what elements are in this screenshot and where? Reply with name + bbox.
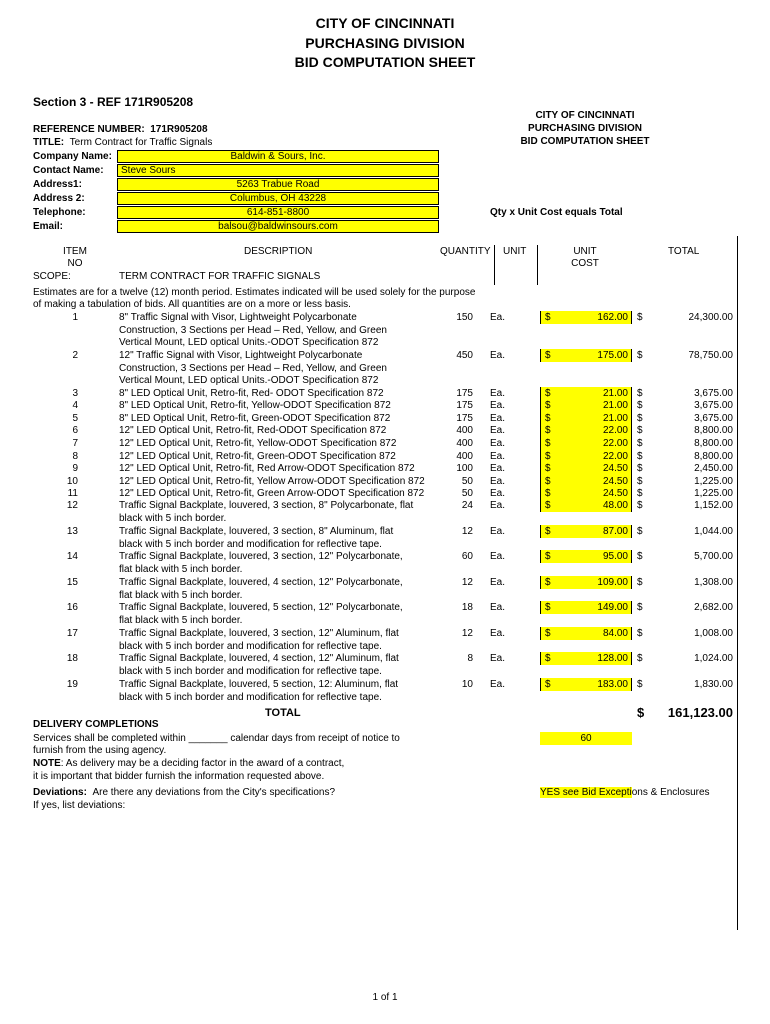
item-description: black with 5 inch border and modification for reflective tape. [119,538,382,550]
dollar-sign: $ [545,400,551,411]
item-quantity: 50 [461,476,473,487]
col-description: DESCRIPTION [244,246,313,257]
total-dollar-sign: $ [637,312,643,323]
estimate-line1: Estimates are for a twelve (12) month period. Estimates indicated will be used solely for the purpose [33,287,476,298]
telephone-label: Telephone: [33,207,86,218]
item-quantity: 8 [467,653,473,664]
total-dollar-sign: $ [637,526,643,537]
contact-label: Contact Name: [33,165,104,176]
item-quantity: 12 [461,526,473,537]
delivery-days-field[interactable]: 60 [540,732,632,745]
item-description: Traffic Signal Backplate, louvered, 3 section, 12" Aluminum, flat [119,628,399,639]
unit-cost-value: 175.00 [597,350,628,361]
dollar-sign: $ [545,488,551,499]
total-dollar-sign: $ [637,500,643,511]
contact-field[interactable]: Steve Sours [117,164,439,177]
item-unit: Ea. [490,476,506,487]
item-total: 1,024.00 [694,653,733,664]
total-dollar-sign: $ [637,413,643,424]
item-description: Construction, 3 Sections per Head – Red, Yellow, and Green [119,362,387,374]
delivery-line4: it is important that bidder furnish the information requested above. [33,771,325,782]
col-unit-cost: UNIT [573,246,597,257]
dollar-sign: $ [545,413,551,424]
item-unit: Ea. [490,577,506,588]
unit-cost-value: 48.00 [602,500,628,511]
item-number: 5 [72,413,78,424]
item-quantity: 60 [461,551,473,562]
col-unit: UNIT [503,246,527,257]
item-unit: Ea. [490,350,506,361]
item-number: 18 [66,653,78,664]
item-total: 1,830.00 [694,679,733,690]
total-dollar-sign: $ [637,476,643,487]
item-total: 3,675.00 [694,413,733,424]
delivery-note [33,758,344,769]
item-description: black with 5 inch border and modification for reflective tape. [119,640,382,652]
item-total: 78,750.00 [688,350,733,361]
item-description: Traffic Signal Backplate, louvered, 4 section, 12" Aluminum, flat [119,653,399,664]
item-number: 11 [67,488,78,499]
item-total: 3,675.00 [694,388,733,399]
unit-cost-field[interactable] [540,349,632,362]
item-description: 8" LED Optical Unit, Retro-fit, Red- ODOT Specification 872 [119,388,384,399]
item-number: 15 [66,577,78,588]
page-title-line2: PURCHASING DIVISION [305,35,465,51]
item-description: 12" LED Optical Unit, Retro-fit, Red Arrow-ODOT Specification 872 [119,463,415,474]
unit-cost-field[interactable] [540,499,632,512]
deviations-text: Are there any deviations from the City's specifications? [92,787,336,798]
item-description: black with 5 inch border and modification for reflective tape. [119,691,382,703]
item-number: 12 [66,500,78,511]
item-total: 3,675.00 [694,400,733,411]
unit-cost-field[interactable] [540,627,632,640]
reference-value: 171R905208 [150,124,208,135]
dollar-sign: $ [545,425,551,436]
col-unit-cost-2: COST [571,258,599,269]
address1-field[interactable]: 5263 Trabue Road [117,178,439,191]
reference-number [33,124,208,135]
item-description: Traffic Signal Backplate, louvered, 3 section, 12" Polycarbonate, [119,551,403,562]
item-quantity: 150 [456,312,473,323]
item-description: 12" LED Optical Unit, Retro-fit, Red-ODOT Specification 872 [119,425,387,436]
unit-cost-value: 21.00 [602,388,628,399]
email-label: Email: [33,221,64,232]
address2-field[interactable]: Columbus, OH 43228 [117,192,439,205]
title-field-value: Term Contract for Traffic Signals [69,137,213,148]
dollar-sign: $ [545,463,551,474]
company-label: Company Name: [33,151,112,162]
delivery-line2: furnish from the using agency. [33,745,167,756]
unit-cost-field[interactable] [540,652,632,665]
item-number: 14 [66,551,78,562]
item-description: Vertical Mount, LED optical Units.-ODOT Specification 872 [119,337,379,348]
dollar-sign: $ [545,551,551,562]
item-total: 5,700.00 [694,551,733,562]
item-description: Traffic Signal Backplate, louvered, 3 section, 8" Aluminum, flat [119,526,394,537]
item-unit: Ea. [490,679,506,690]
unit-cost-field[interactable] [540,678,632,691]
item-quantity: 175 [456,400,473,411]
total-dollar-sign: $ [637,488,643,499]
item-unit: Ea. [490,438,506,449]
unit-cost-field[interactable] [540,601,632,614]
unit-cost-value: 24.50 [602,463,628,474]
item-total: 8,800.00 [694,451,733,462]
unit-cost-value: 24.50 [602,488,628,499]
unit-cost-field[interactable] [540,462,632,475]
total-dollar-sign: $ [637,425,643,436]
total-dollar-sign: $ [637,602,643,613]
item-description: Traffic Signal Backplate, louvered, 4 section, 12" Polycarbonate, [119,577,403,588]
column-divider [537,245,538,285]
item-description: 12" LED Optical Unit, Retro-fit, Green Arrow-ODOT Specification 872 [119,488,425,499]
col-quantity: QUANTITY [440,246,491,257]
unit-cost-value: 21.00 [602,413,628,424]
unit-cost-field[interactable] [540,399,632,412]
unit-cost-value: 95.00 [602,551,628,562]
item-description: Traffic Signal Backplate, louvered, 5 section, 12" Polycarbonate, [119,602,403,613]
item-unit: Ea. [490,526,506,537]
item-quantity: 450 [456,350,473,361]
reference-label: REFERENCE NUMBER: [33,124,145,135]
item-unit: Ea. [490,500,506,511]
col-item-no: NO [67,258,83,269]
scope-label: SCOPE: [33,271,71,282]
item-description: 8" LED Optical Unit, Retro-fit, Yellow-ODOT Specification 872 [119,400,391,411]
note-text: : As delivery may be a deciding factor in the award of a contract, [60,758,345,769]
item-quantity: 50 [461,488,473,499]
total-dollar-sign: $ [637,653,643,664]
item-total: 1,008.00 [694,628,733,639]
unit-cost-value: 183.00 [597,679,628,690]
item-unit: Ea. [490,312,506,323]
deviations-line2: If yes, list deviations: [33,800,126,811]
unit-cost-value: 22.00 [602,451,628,462]
right-header-line3: BID COMPUTATION SHEET [520,136,650,147]
dollar-sign: $ [545,653,551,664]
estimate-line2: of making a tabulation of bids. All quantities are on a more or less basis. [33,299,351,310]
section-ref: Section 3 - REF 171R905208 [33,95,194,109]
item-description: Construction, 3 Sections per Head – Red, Yellow, and Green [119,324,387,336]
item-quantity: 175 [456,388,473,399]
item-number: 17 [66,628,78,639]
qty-note: Qty x Unit Cost equals Total [490,207,623,218]
unit-cost-value: 22.00 [602,425,628,436]
item-quantity: 12 [461,577,473,588]
total-dollar: $ [637,705,645,720]
item-description: 12" LED Optical Unit, Retro-fit, Yellow Arrow-ODOT Specification 872 [119,476,425,487]
item-unit: Ea. [490,388,506,399]
item-unit: Ea. [490,463,506,474]
item-unit: Ea. [490,400,506,411]
company-field[interactable]: Baldwin & Sours, Inc. [117,150,439,163]
item-unit: Ea. [490,602,506,613]
item-number: 16 [66,602,78,613]
dollar-sign: $ [545,388,551,399]
scope-value: TERM CONTRACT FOR TRAFFIC SIGNALS [119,271,321,282]
item-quantity: 100 [456,463,473,474]
unit-cost-value: 87.00 [602,526,628,537]
item-description: 12" Traffic Signal with Visor, Lightweight Polycarbonate [119,350,363,361]
item-number: 4 [72,400,78,411]
deviations-line1 [33,787,335,798]
telephone-field[interactable]: 614-851-8800 [117,206,439,219]
unit-cost-value: 128.00 [597,653,628,664]
total-dollar-sign: $ [637,551,643,562]
item-number: 6 [72,425,78,436]
right-header-line1: CITY OF CINCINNATI [535,110,635,121]
item-total: 1,044.00 [694,526,733,537]
deviations-label: Deviations: [33,787,87,798]
dollar-sign: $ [545,602,551,613]
item-description: 12" LED Optical Unit, Retro-fit, Yellow-ODOT Specification 872 [119,438,397,449]
unit-cost-field[interactable] [540,576,632,589]
item-total: 8,800.00 [694,425,733,436]
note-label: NOTE [33,758,61,769]
item-description: black with 5 inch border and modification for reflective tape. [119,665,382,677]
total-dollar-sign: $ [637,451,643,462]
right-border [737,236,738,930]
right-header-line2: PURCHASING DIVISION [528,123,642,134]
item-description: 8" LED Optical Unit, Retro-fit, Green-ODOT Specification 872 [119,413,391,424]
item-number: 7 [72,438,78,449]
col-total: TOTAL [668,246,700,257]
address2-label: Address 2: [33,193,85,204]
item-total: 2,450.00 [694,463,733,474]
total-dollar-sign: $ [637,350,643,361]
total-label: TOTAL [265,707,301,719]
item-description: Vertical Mount, LED optical Units.-ODOT Specification 872 [119,375,379,386]
item-total: 1,152.00 [694,500,733,511]
deviations-answer-rest: ons & Enclosures [631,787,710,798]
item-quantity: 24 [461,500,473,511]
dollar-sign: $ [545,350,551,361]
dollar-sign: $ [545,438,551,449]
item-number: 8 [72,451,78,462]
column-divider [494,245,495,285]
item-total: 24,300.00 [688,312,733,323]
item-total: 1,308.00 [694,577,733,588]
delivery-heading: DELIVERY COMPLETIONS [33,719,159,730]
item-quantity: 400 [456,451,473,462]
unit-cost-field[interactable] [540,311,632,324]
title-field [33,137,212,148]
total-dollar-sign: $ [637,628,643,639]
dollar-sign: $ [545,476,551,487]
unit-cost-field[interactable] [540,424,632,437]
dollar-sign: $ [545,628,551,639]
item-description: flat black with 5 inch border. [119,589,243,601]
item-quantity: 12 [461,628,473,639]
item-number: 2 [72,350,78,361]
unit-cost-value: 162.00 [597,312,628,323]
item-number: 10 [66,476,78,487]
item-total: 1,225.00 [694,488,733,499]
total-dollar-sign: $ [637,388,643,399]
total-dollar-sign: $ [637,577,643,588]
unit-cost-value: 149.00 [597,602,628,613]
item-unit: Ea. [490,488,506,499]
unit-cost-value: 22.00 [602,438,628,449]
item-unit: Ea. [490,425,506,436]
item-unit: Ea. [490,451,506,462]
item-description: flat black with 5 inch border. [119,563,243,575]
total-value: 161,123.00 [667,705,733,720]
dollar-sign: $ [545,679,551,690]
page-title-line3: BID COMPUTATION SHEET [294,54,476,70]
address1-label: Address1: [33,179,82,190]
unit-cost-value: 24.50 [602,476,628,487]
item-total: 1,225.00 [694,476,733,487]
total-dollar-sign: $ [637,679,643,690]
dollar-sign: $ [545,577,551,588]
item-quantity: 18 [461,602,473,613]
dollar-sign: $ [545,500,551,511]
item-description: 12" LED Optical Unit, Retro-fit, Green-ODOT Specification 872 [119,451,396,462]
dollar-sign: $ [545,526,551,537]
item-total: 8,800.00 [694,438,733,449]
item-quantity: 175 [456,413,473,424]
col-item: ITEM [63,246,87,257]
item-number: 13 [66,526,78,537]
page-footer: 1 of 1 [372,992,398,1003]
item-description: 8" Traffic Signal with Visor, Lightweight Polycarbonate [119,312,357,323]
dollar-sign: $ [545,312,551,323]
item-quantity: 400 [456,438,473,449]
item-quantity: 400 [456,425,473,436]
total-dollar-sign: $ [637,438,643,449]
item-unit: Ea. [490,653,506,664]
item-unit: Ea. [490,413,506,424]
unit-cost-field[interactable] [540,437,632,450]
item-number: 9 [72,463,78,474]
page-title-line1: CITY OF CINCINNATI [315,15,455,31]
delivery-line1: Services shall be completed within _______ calendar days from receipt of notice to [33,733,400,744]
deviations-answer-highlight: YES see Bid Excepti [540,787,632,798]
item-description: Traffic Signal Backplate, louvered, 5 section, 12: Aluminum, flat [119,679,399,690]
item-total: 2,682.00 [694,602,733,613]
total-dollar-sign: $ [637,463,643,474]
deviations-answer[interactable] [540,787,710,798]
title-field-label: TITLE: [33,137,65,148]
dollar-sign: $ [545,451,551,462]
unit-cost-value: 84.00 [602,628,628,639]
item-description: black with 5 inch border. [119,512,227,524]
unit-cost-value: 21.00 [602,400,628,411]
item-description: flat black with 5 inch border. [119,614,243,626]
total-dollar-sign: $ [637,400,643,411]
email-field[interactable]: balsou@baldwinsours.com [117,220,439,233]
unit-cost-value: 109.00 [597,577,628,588]
item-unit: Ea. [490,628,506,639]
item-unit: Ea. [490,551,506,562]
item-description: Traffic Signal Backplate, louvered, 3 section, 8" Polycarbonate, flat [119,500,414,511]
item-number: 1 [72,312,78,323]
item-quantity: 10 [461,679,473,690]
unit-cost-field[interactable] [540,525,632,538]
unit-cost-field[interactable] [540,550,632,563]
item-number: 3 [72,388,78,399]
item-number: 19 [66,679,78,690]
